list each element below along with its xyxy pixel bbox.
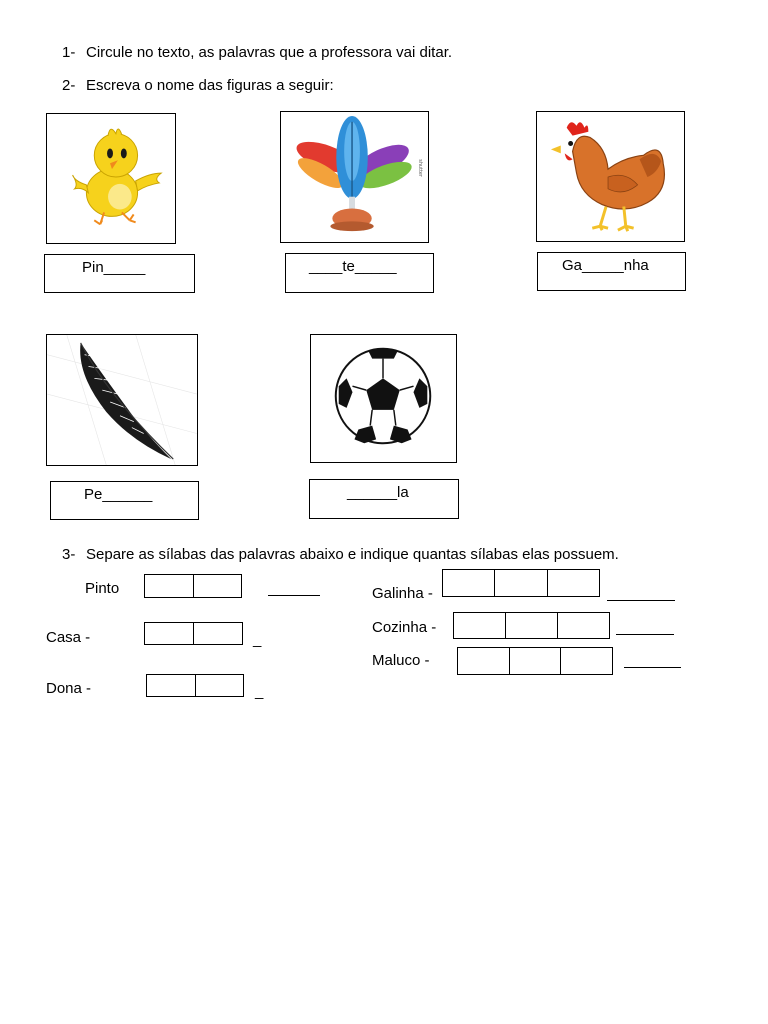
syllable-boxes-dona[interactable] bbox=[146, 674, 244, 697]
syllable-count-line-casa[interactable]: _ bbox=[253, 631, 262, 648]
word-pinto: Pinto bbox=[85, 580, 120, 597]
syllable-count-line-pinto[interactable] bbox=[268, 595, 320, 596]
soccer-ball-icon bbox=[311, 335, 456, 462]
syllable-boxes-pinto[interactable] bbox=[144, 574, 242, 598]
word-dona: Dona - bbox=[46, 680, 92, 697]
syllable-count-line-galinha[interactable] bbox=[607, 600, 675, 601]
ball-figure bbox=[310, 334, 457, 463]
syllable-boxes-cozinha[interactable] bbox=[453, 612, 610, 639]
feather-headdress-icon bbox=[281, 112, 428, 242]
chick-icon bbox=[47, 114, 175, 243]
instruction-1: 1- Circule no texto, as palavras que a professora vai ditar. bbox=[62, 44, 453, 61]
hen-icon bbox=[537, 112, 684, 241]
syllable-count-line-cozinha[interactable] bbox=[616, 634, 674, 635]
answer-box-1[interactable]: Pin_____ bbox=[44, 254, 195, 293]
feather-figure bbox=[46, 334, 198, 466]
feather-icon bbox=[47, 335, 197, 465]
word-casa: Casa - bbox=[46, 629, 91, 646]
answer-box-5[interactable]: ______la bbox=[309, 479, 459, 519]
answer-box-3[interactable]: Ga_____nha bbox=[537, 252, 686, 291]
answer-box-4[interactable]: Pe______ bbox=[50, 481, 199, 520]
answer-box-2[interactable]: ____te_____ bbox=[285, 253, 434, 293]
syllable-count-line-maluco[interactable] bbox=[624, 667, 681, 668]
syllable-boxes-galinha[interactable] bbox=[442, 569, 600, 597]
instruction-2: 2- Escreva o nome das figuras a seguir: bbox=[62, 77, 334, 94]
syllable-boxes-maluco[interactable] bbox=[457, 647, 613, 675]
word-maluco: Maluco - bbox=[372, 652, 430, 669]
instruction-3: 3- Separe as sílabas das palavras abaixo e indique quantas sílabas elas possuem. bbox=[62, 546, 619, 563]
word-galinha: Galinha - bbox=[372, 585, 433, 602]
word-cozinha: Cozinha - bbox=[372, 619, 437, 636]
headdress-figure bbox=[280, 111, 429, 243]
hen-figure bbox=[536, 111, 685, 242]
syllable-boxes-casa[interactable] bbox=[144, 622, 243, 645]
svg-text:shutter: shutter bbox=[417, 159, 424, 177]
chick-figure bbox=[46, 113, 176, 244]
syllable-count-line-dona[interactable]: _ bbox=[255, 683, 264, 700]
